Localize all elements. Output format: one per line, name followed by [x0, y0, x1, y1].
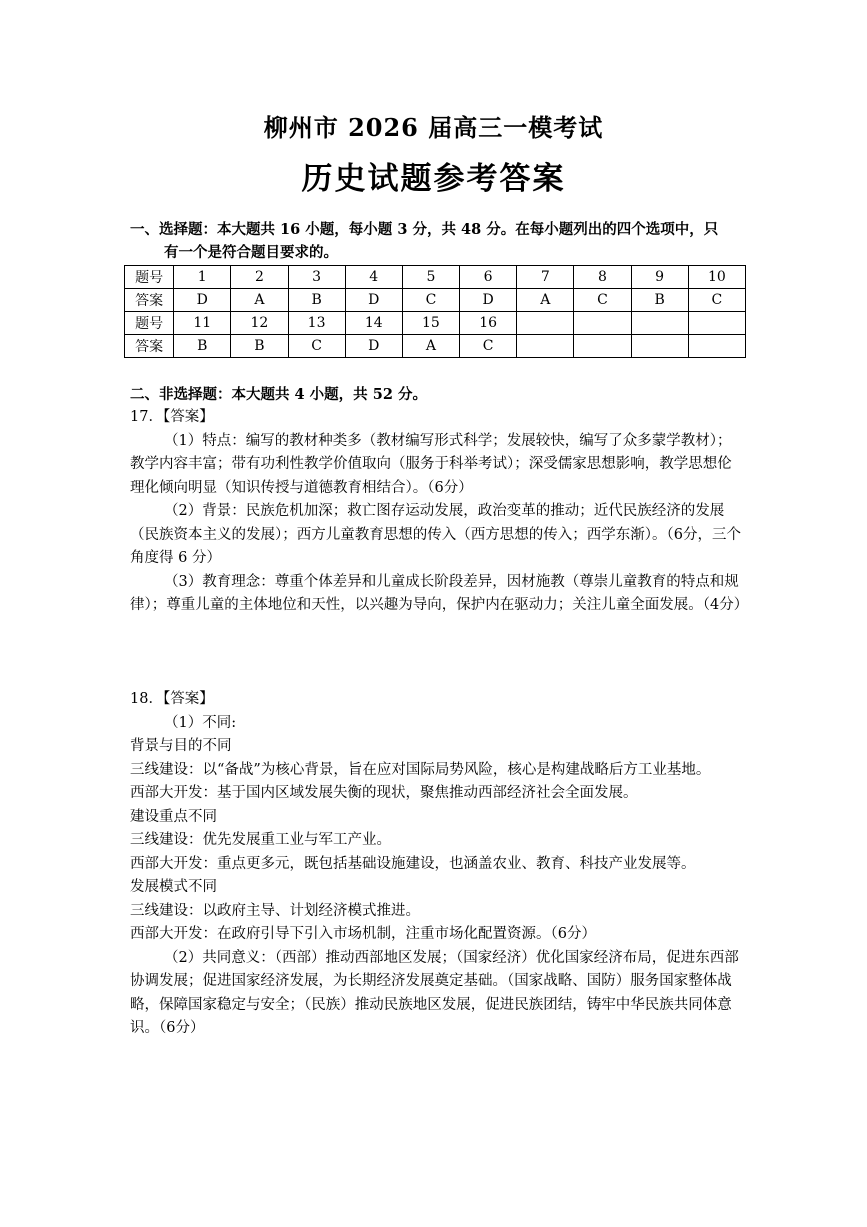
table-cell: 10: [688, 266, 745, 289]
table-cell: A: [517, 289, 574, 312]
question-18-part-2: （2）共同意义：（西部）推动西部地区发展；（国家经济）优化国家经济布局，促进东西部协调发展；促进国家经济发展，为长期经济发展奠定基础。（国家战略、国防）服务国家整体战略，保障国家稳定与安全；（民族）推动民族地区发展，促进民族团结，铸牢中华民族共同体意识。（6分）: [130, 949, 739, 1036]
section-two-heading: 二、非选择题：本大题共 4 小题，共 52 分。: [130, 386, 427, 403]
table-cell: [631, 312, 688, 335]
table-cell: A: [231, 289, 288, 312]
question-number-row: [125, 266, 746, 289]
table-cell: C: [574, 289, 631, 312]
table-cell: [631, 335, 688, 358]
table-cell: B: [631, 289, 688, 312]
section-one-line-1: 一、选择题：本大题共 16 小题，每小题 3 分，共 48 分。在每小题列出的四个选项中，只: [130, 221, 719, 238]
answer-table: [124, 265, 746, 358]
table-cell: 7: [517, 266, 574, 289]
table-cell: 4: [345, 266, 402, 289]
table-cell: D: [174, 289, 231, 312]
table-cell: 3: [288, 266, 345, 289]
question-18-line: 西部大开发：基于国内区域发展失衡的现状，聚焦推动西部经济社会全面发展。: [130, 785, 638, 801]
table-cell: 5: [402, 266, 459, 289]
table-cell: C: [688, 289, 745, 312]
table-cell: B: [288, 289, 345, 312]
table-cell: D: [345, 289, 402, 312]
question-17-part-1: （1）特点：编写的教材种类多（教材编写形式科学；发展较快，编写了众多蒙学教材）；教学内容丰富；带有功利性教学价值取向（服务于科举考试）；深受儒家思想影响，教学思想伦理化倾向明显（知识传授与道德教育相结合）。（6分）: [130, 432, 732, 496]
answer-row: [125, 335, 746, 358]
table-cell: B: [231, 335, 288, 358]
question-17-label: 17．【答案】: [130, 409, 214, 425]
row-label: 题号: [125, 312, 174, 335]
table-cell: 2: [231, 266, 288, 289]
exam-title: 柳州市 2026 届高三一模考试: [263, 113, 604, 142]
question-18-line: 三线建设：优先发展重工业与军工产业。: [130, 832, 391, 848]
table-cell: [517, 312, 574, 335]
question-number-row: [125, 312, 746, 335]
table-cell: C: [460, 335, 517, 358]
table-cell: D: [345, 335, 402, 358]
question-18-line: 建设重点不同: [130, 808, 217, 825]
table-cell: 11: [174, 312, 231, 335]
table-cell: 12: [231, 312, 288, 335]
table-cell: [688, 335, 745, 358]
answer-row: [125, 289, 746, 312]
question-18-line: 发展模式不同: [130, 879, 217, 895]
table-cell: 1: [174, 266, 231, 289]
table-cell: 9: [631, 266, 688, 289]
question-18-line: 西部大开发：重点更多元，既包括基础设施建设，也涵盖农业、教育、科技产业发展等。: [130, 855, 696, 872]
question-18-label: 18．【答案】: [130, 691, 214, 707]
table-cell: 14: [345, 312, 402, 335]
table-cell: [574, 335, 631, 358]
table-cell: 8: [574, 266, 631, 289]
table-cell: C: [402, 289, 459, 312]
question-18-line: 西部大开发：在政府引导下引入市场机制，注重市场化配置资源。（6分）: [130, 926, 596, 942]
question-17-part-3: （3）教育理念：尊重个体差异和儿童成长阶段差异，因材施教（尊崇儿童教育的特点和规律）；尊重儿童的主体地位和天性，以兴趣为导向，保护内在驱动力；关注儿童全面发展。（4分）: [130, 573, 749, 613]
question-18-line: 三线建设：以政府主导、计划经济模式推进。: [130, 902, 420, 919]
question-17-answer: [130, 406, 749, 618]
table-cell: [517, 335, 574, 358]
question-18-answer: [130, 688, 742, 1041]
section-one-line-2: 有一个是符合题目要求的。: [164, 244, 338, 261]
table-cell: D: [460, 289, 517, 312]
table-cell: [574, 312, 631, 335]
question-18-line: 三线建设：以“备战”为核心背景，旨在应对国际局势风险，核心是构建战略后方工业基地。: [130, 761, 711, 778]
question-17-part-2: （2）背景：民族危机加深；救亡图存运动发展，政治变革的推动；近代民族经济的发展（民族资本主义的发展）；西方儿童教育思想的传入（西方思想的传入；西学东渐）。（6分，三个角度得 6 分）: [130, 503, 741, 566]
table-cell: 16: [460, 312, 517, 335]
section-one-heading: [130, 218, 750, 264]
table-cell: 13: [288, 312, 345, 335]
table-cell: C: [288, 335, 345, 358]
table-cell: B: [174, 335, 231, 358]
table-cell: [688, 312, 745, 335]
row-label: 题号: [125, 266, 174, 289]
row-label: 答案: [125, 289, 174, 312]
table-cell: 6: [460, 266, 517, 289]
document-title: 历史试题参考答案: [301, 161, 566, 197]
table-cell: A: [402, 335, 459, 358]
question-18-part-1: （1）不同:: [164, 714, 237, 731]
row-label: 答案: [125, 335, 174, 358]
question-18-line: 背景与目的不同: [130, 738, 232, 754]
table-cell: 15: [402, 312, 459, 335]
